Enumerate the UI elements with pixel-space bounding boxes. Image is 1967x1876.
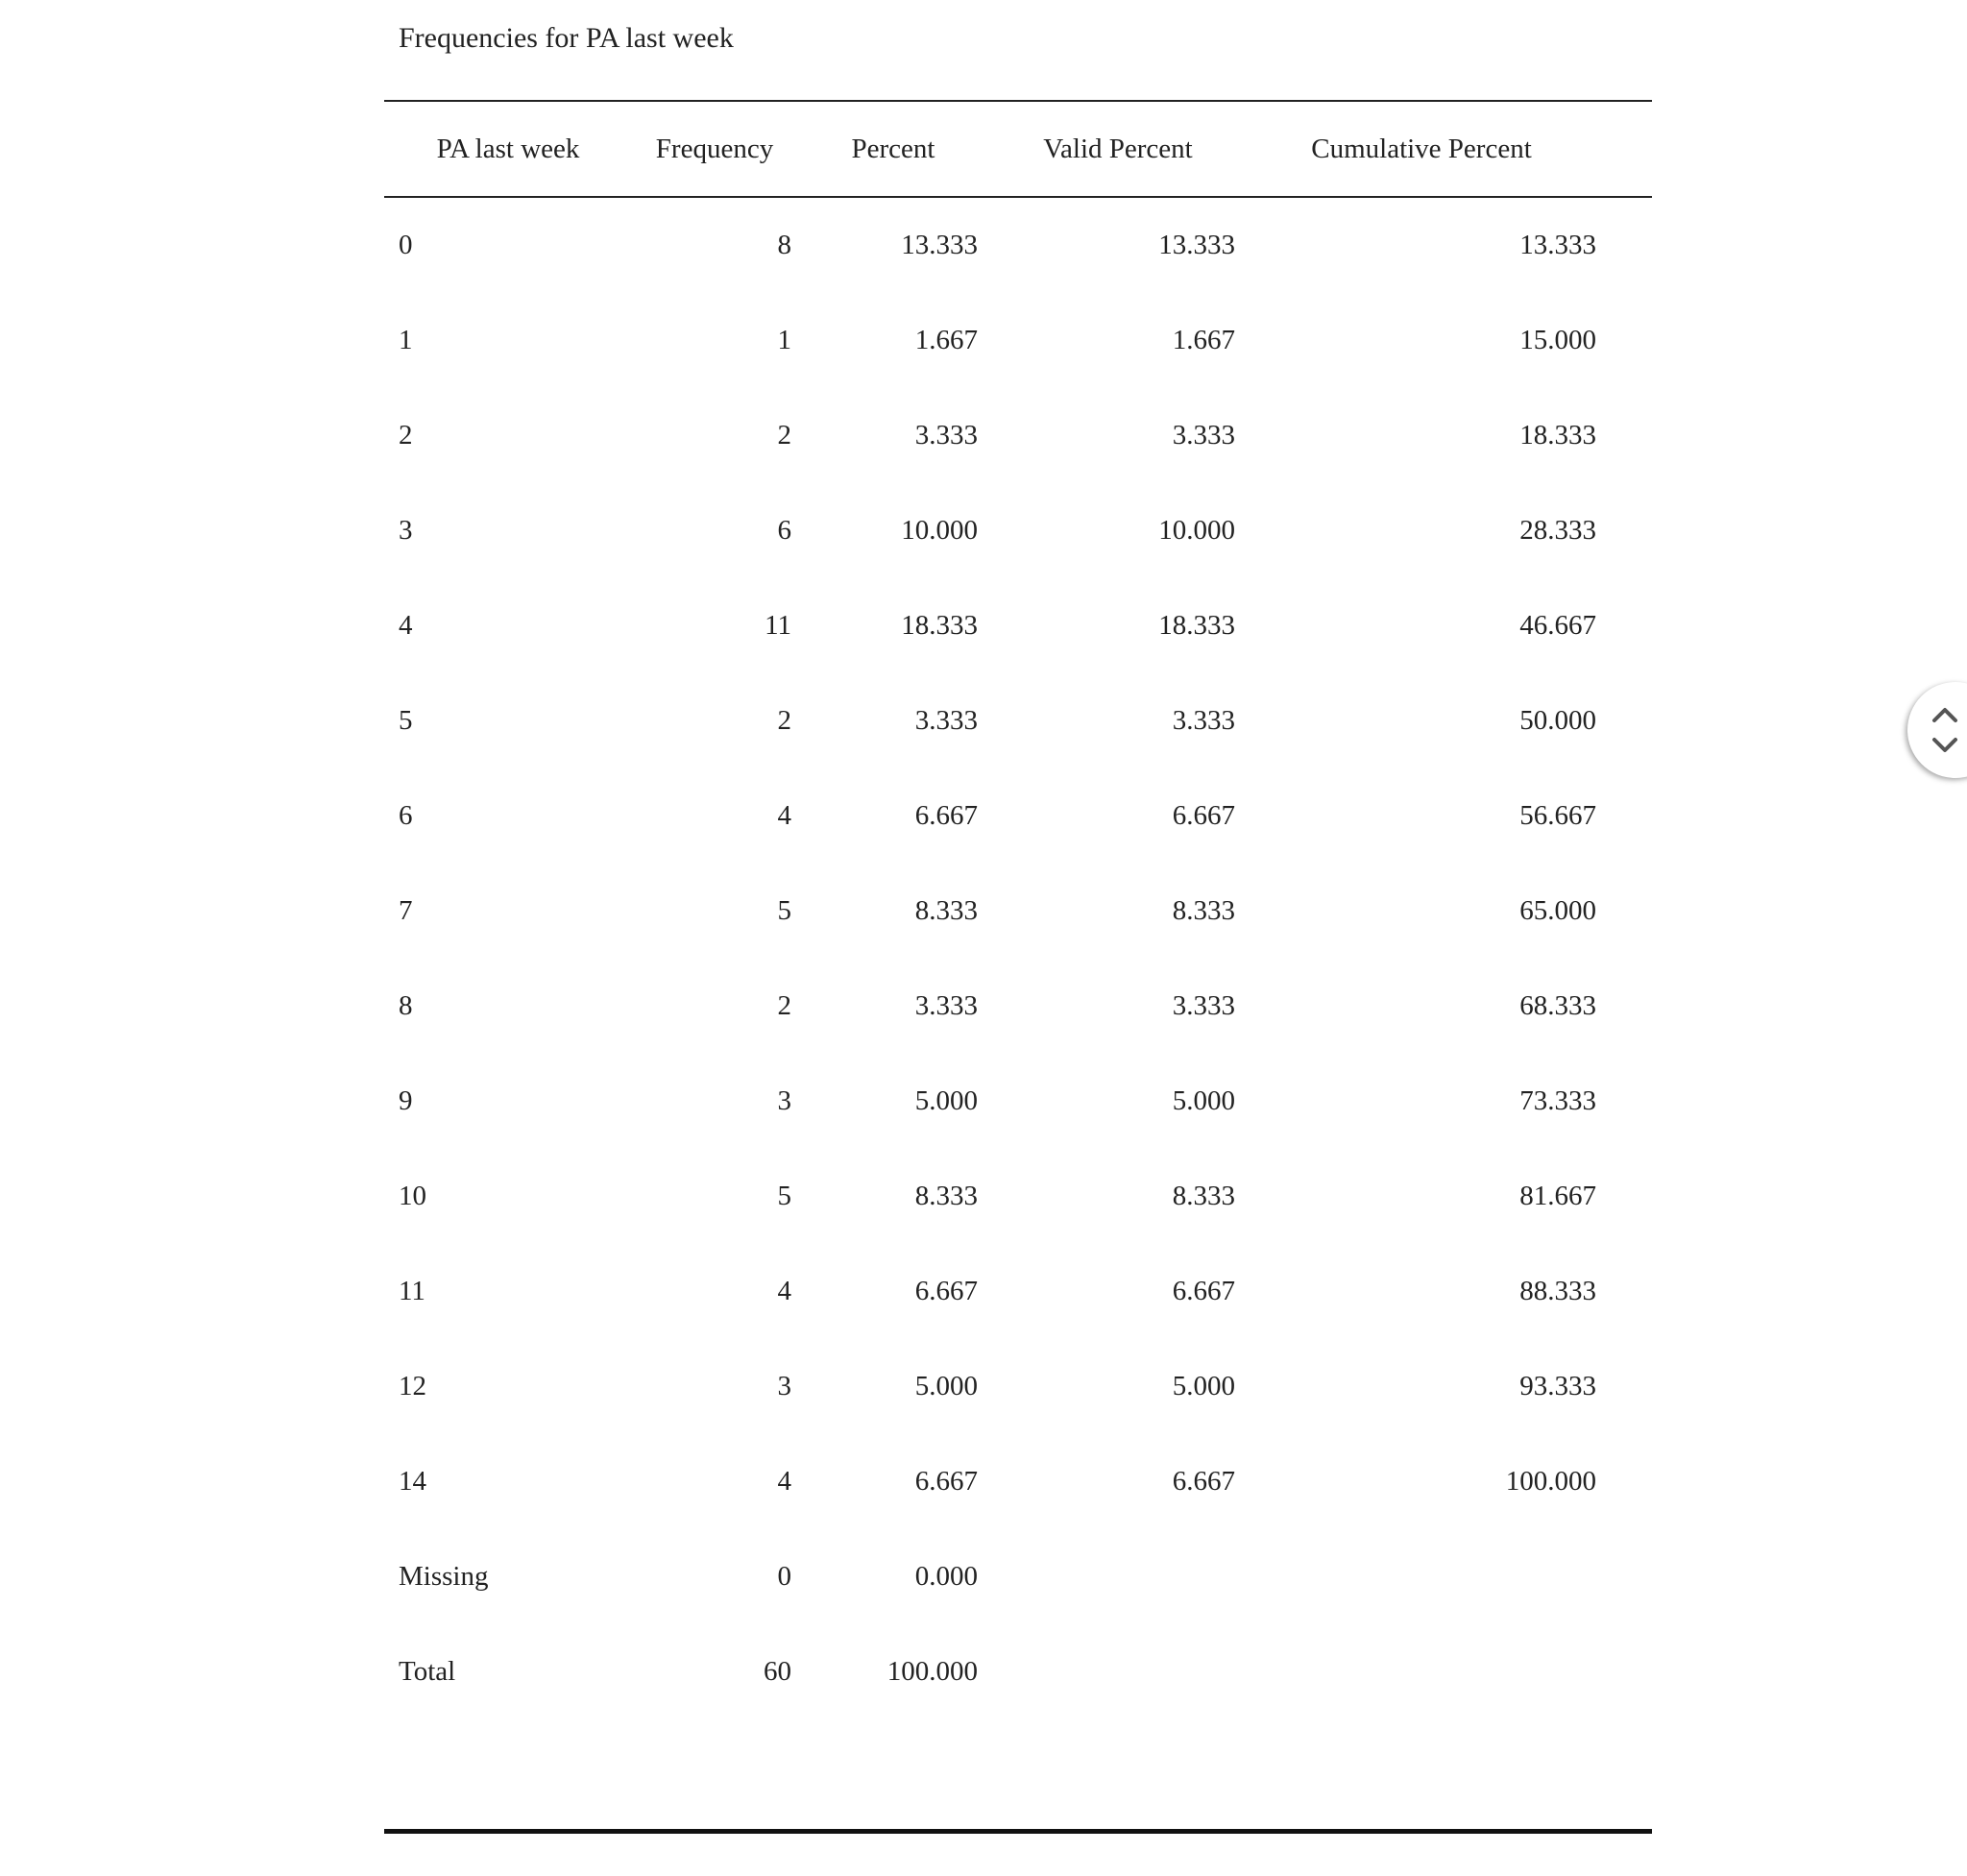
cell-spacer [1596,578,1652,673]
chevron-down-icon[interactable] [1931,736,1959,755]
cell-percent: 3.333 [914,705,978,736]
cell-spacer [1596,768,1652,864]
table-row [384,768,1652,864]
cell-frequency: 4 [777,800,791,831]
cell-frequency: 8 [777,230,791,260]
table-row [384,1624,1652,1719]
cell-cumulative-percent [1247,1624,1596,1719]
cell-frequency: 2 [777,420,791,451]
table-row [384,673,1652,768]
column-header-frequency: Frequency [632,101,797,197]
table-title: Frequencies for PA last week [399,22,734,54]
table-row [384,1054,1652,1149]
cell-percent: 1.667 [914,325,978,355]
cell-valid-percent: 6.667 [1172,1466,1235,1497]
cell-value: 8 [399,990,413,1021]
cell-percent: 0.000 [914,1561,978,1592]
cell-frequency: 4 [777,1276,791,1306]
cell-valid-percent: 13.333 [1158,230,1235,260]
cell-cumulative-percent: 50.000 [1519,705,1596,736]
cell-value: 11 [399,1276,425,1306]
cell-frequency: 3 [777,1085,791,1116]
cell-valid-percent: 3.333 [1172,705,1235,736]
table-body [384,197,1652,1832]
header-row [384,101,1652,197]
cell-cumulative-percent [1247,1529,1596,1624]
cell-value: 2 [399,420,413,451]
cell-frequency: 6 [777,515,791,546]
cell-spacer [1596,388,1652,483]
cell-cumulative-percent: 93.333 [1519,1371,1596,1401]
cell-value: 12 [399,1371,426,1401]
cell-value: 6 [399,800,413,831]
cell-cumulative-percent: 100.000 [1505,1466,1596,1497]
cell-cumulative-percent: 15.000 [1519,325,1596,355]
table-row [384,1149,1652,1244]
cell-spacer [1596,959,1652,1054]
cell-valid-percent: 8.333 [1172,1181,1235,1211]
cell-spacer [1596,197,1652,293]
cell-spacer [1596,1149,1652,1244]
cell-value: 14 [399,1466,426,1497]
cell-valid-percent: 8.333 [1172,895,1235,926]
cell-spacer [1596,293,1652,388]
cell-spacer [1596,864,1652,959]
cell-percent: 3.333 [914,420,978,451]
cell-frequency: 4 [777,1466,791,1497]
cell-value: 10 [399,1181,426,1211]
cell-percent: 10.000 [901,515,978,546]
cell-valid-percent: 1.667 [1172,325,1235,355]
cell-valid-percent: 5.000 [1172,1085,1235,1116]
cell-value: Missing [399,1561,489,1592]
table-row [384,1339,1652,1434]
cell-spacer [1596,1624,1652,1719]
cell-spacer [1596,673,1652,768]
cell-spacer [1596,1434,1652,1529]
table-row [384,578,1652,673]
cell-value: 1 [399,325,413,355]
cell-frequency: 2 [777,990,791,1021]
cell-value: 0 [399,230,413,260]
table-row [384,483,1652,578]
cell-percent: 6.667 [914,1466,978,1497]
cell-cumulative-percent: 68.333 [1519,990,1596,1021]
table-row [384,388,1652,483]
cell-percent: 13.333 [901,230,978,260]
cell-value: Total [399,1656,456,1687]
column-header-valid-percent: Valid Percent [989,101,1247,197]
cell-percent: 5.000 [914,1085,978,1116]
cell-value: 5 [399,705,413,736]
cell-percent: 5.000 [914,1371,978,1401]
table-row [384,959,1652,1054]
cell-valid-percent: 3.333 [1172,420,1235,451]
cell-frequency: 5 [777,895,791,926]
table-bottom-spacer [384,1719,1652,1832]
cell-frequency: 3 [777,1371,791,1401]
cell-value: 4 [399,610,413,641]
cell-value: 9 [399,1085,413,1116]
cell-cumulative-percent: 56.667 [1519,800,1596,831]
table-header [384,101,1652,197]
cell-valid-percent: 6.667 [1172,1276,1235,1306]
table-row [384,1529,1652,1624]
cell-spacer [1596,1054,1652,1149]
table-row [384,1434,1652,1529]
cell-percent: 3.333 [914,990,978,1021]
column-header-percent: Percent [797,101,989,197]
cell-percent: 8.333 [914,1181,978,1211]
cell-cumulative-percent: 65.000 [1519,895,1596,926]
cell-cumulative-percent: 81.667 [1519,1181,1596,1211]
cell-spacer [1596,483,1652,578]
cell-valid-percent [989,1529,1247,1624]
cell-percent: 8.333 [914,895,978,926]
column-header-pa-last-week: PA last week [384,101,632,197]
cell-percent: 18.333 [901,610,978,641]
cell-valid-percent: 5.000 [1172,1371,1235,1401]
cell-value: 3 [399,515,413,546]
cell-value: 7 [399,895,413,926]
frequency-table [384,100,1652,1834]
cell-cumulative-percent: 73.333 [1519,1085,1596,1116]
cell-frequency: 1 [777,325,791,355]
cell-cumulative-percent: 13.333 [1519,230,1596,260]
cell-cumulative-percent: 18.333 [1519,420,1596,451]
cell-cumulative-percent: 46.667 [1519,610,1596,641]
cell-valid-percent: 18.333 [1158,610,1235,641]
cell-frequency: 11 [765,610,791,641]
cell-percent: 6.667 [914,800,978,831]
cell-valid-percent [989,1624,1247,1719]
cell-valid-percent: 6.667 [1172,800,1235,831]
cell-cumulative-percent: 28.333 [1519,515,1596,546]
cell-frequency: 60 [764,1656,791,1687]
cell-percent: 100.000 [886,1656,978,1687]
cell-frequency: 2 [777,705,791,736]
cell-valid-percent: 10.000 [1158,515,1235,546]
column-header-cumulative-percent: Cumulative Percent [1247,101,1596,197]
table-row [384,1244,1652,1339]
frequency-table-container [384,100,1652,1834]
cell-spacer [1596,1244,1652,1339]
cell-cumulative-percent: 88.333 [1519,1276,1596,1306]
cell-percent: 6.667 [914,1276,978,1306]
table-row [384,864,1652,959]
cell-valid-percent: 3.333 [1172,990,1235,1021]
cell-spacer [1596,1529,1652,1624]
column-header-spacer [1596,101,1652,197]
chevron-up-icon[interactable] [1931,705,1959,724]
cell-frequency: 5 [777,1181,791,1211]
cell-spacer [1596,1339,1652,1434]
table-row [384,197,1652,293]
scroll-navigation-button[interactable] [1907,682,1967,778]
table-row [384,293,1652,388]
cell-frequency: 0 [777,1561,791,1592]
